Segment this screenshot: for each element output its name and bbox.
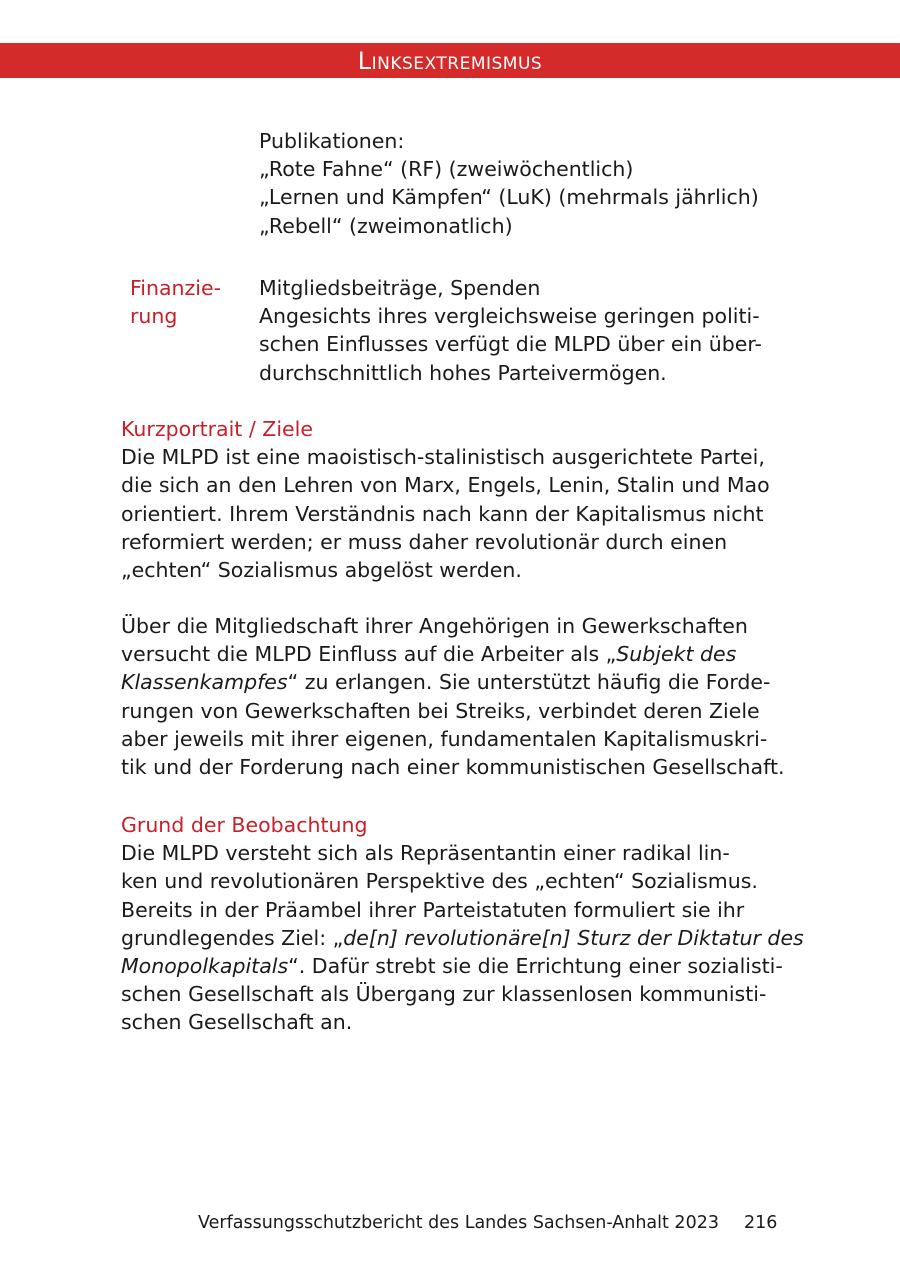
text-run: “. Dafür strebt sie die Errichtung einer sozialisti-	[288, 954, 783, 979]
paragraph-line: Bereits in der Präambel ihrer Parteistatuten formuliert sie ihr	[121, 897, 745, 922]
publication-item: „Rebell“ (zweimonatlich)	[259, 213, 513, 238]
page-number: 216	[744, 1213, 778, 1233]
paragraph-line: schen Gesellschaft an.	[121, 1010, 353, 1035]
section-title: Linksextremismus	[357, 46, 543, 75]
observation-reason-section	[121, 811, 804, 1037]
financing-line: durchschnittlich hohes Parteivermögen.	[259, 360, 667, 385]
paragraph-line: tik und der Forderung nach einer kommunistischen Gesellschaft.	[121, 755, 785, 780]
financing-text	[259, 274, 762, 387]
financing-line: Angesichts ihres vergleichsweise geringen politi-	[259, 304, 760, 329]
paragraph-line	[121, 924, 804, 952]
paragraph-line: ken und revolutionären Perspektive des „echten“ Sozialismus.	[121, 869, 758, 894]
short-portrait-paragraph-2	[121, 612, 785, 781]
text-run: versucht die MLPD Einfluss auf die Arbeiter als „	[121, 642, 617, 667]
financing-label-line: rung	[130, 304, 178, 329]
publication-item: „Rote Fahne“ (RF) (zweiwöchentlich)	[259, 157, 634, 182]
text-run: grundlegendes Ziel: „	[121, 925, 344, 950]
publication-item: „Lernen und Kämpfen“ (LuK) (mehrmals jährlich)	[259, 185, 759, 210]
paragraph-line: rungen von Gewerkschaften bei Streiks, verbindet deren Ziele	[121, 698, 760, 723]
financing-line: Mitgliedsbeiträge, Spenden	[259, 276, 541, 300]
section-header-bar	[0, 43, 900, 78]
paragraph-line	[121, 952, 804, 980]
paragraph-line	[121, 668, 785, 696]
paragraph-line: schen Gesellschaft als Übergang zur klassenlosen kommunisti-	[121, 982, 767, 1007]
italic-quote: Subjekt des	[616, 642, 737, 667]
paragraph-line: reformiert werden; er muss daher revolutionär durch einen	[121, 529, 728, 554]
paragraph-line: Über die Mitgliedschaft ihrer Angehörigen in Gewerkschaften	[121, 614, 748, 638]
footer-source: Verfassungsschutzbericht des Landes Sachsen-Anhalt 2023	[198, 1213, 719, 1233]
paragraph-line: Die MLPD ist eine maoistisch-stalinistisch ausgerichtete Partei,	[121, 445, 765, 470]
publications-block	[259, 127, 759, 240]
paragraph-line: „echten“ Sozialismus abgelöst werden.	[121, 558, 522, 583]
short-portrait-section	[121, 415, 770, 584]
paragraph-line: aber jeweils mit ihrer eigenen, fundamentalen Kapitalismuskri-	[121, 726, 768, 751]
paragraph-line: die sich an den Lehren von Marx, Engels, Lenin, Stalin und Mao	[121, 473, 770, 498]
italic-quote: de[n] revolutionäre[n] Sturz der Diktatur des	[343, 925, 804, 950]
financing-label	[130, 274, 221, 330]
financing-line: schen Einflusses verfügt die MLPD über ein über-	[259, 332, 762, 357]
text-run: “ zu erlangen. Sie unterstützt häufig die Forde-	[287, 670, 771, 695]
italic-quote: Klassenkampfes	[121, 670, 288, 695]
paragraph-line: orientiert. Ihrem Verständnis nach kann der Kapitalismus nicht	[121, 501, 764, 526]
italic-quote: Monopolkapitals	[121, 954, 289, 979]
publications-label: Publikationen:	[259, 129, 405, 153]
financing-label-line: Finanzie-	[130, 276, 222, 300]
short-portrait-heading: Kurzportrait / Ziele	[121, 417, 313, 441]
paragraph-line	[121, 640, 785, 668]
paragraph-line: Die MLPD versteht sich als Repräsentantin einer radikal lin-	[121, 841, 730, 866]
observation-reason-heading: Grund der Beobachtung	[121, 813, 368, 837]
